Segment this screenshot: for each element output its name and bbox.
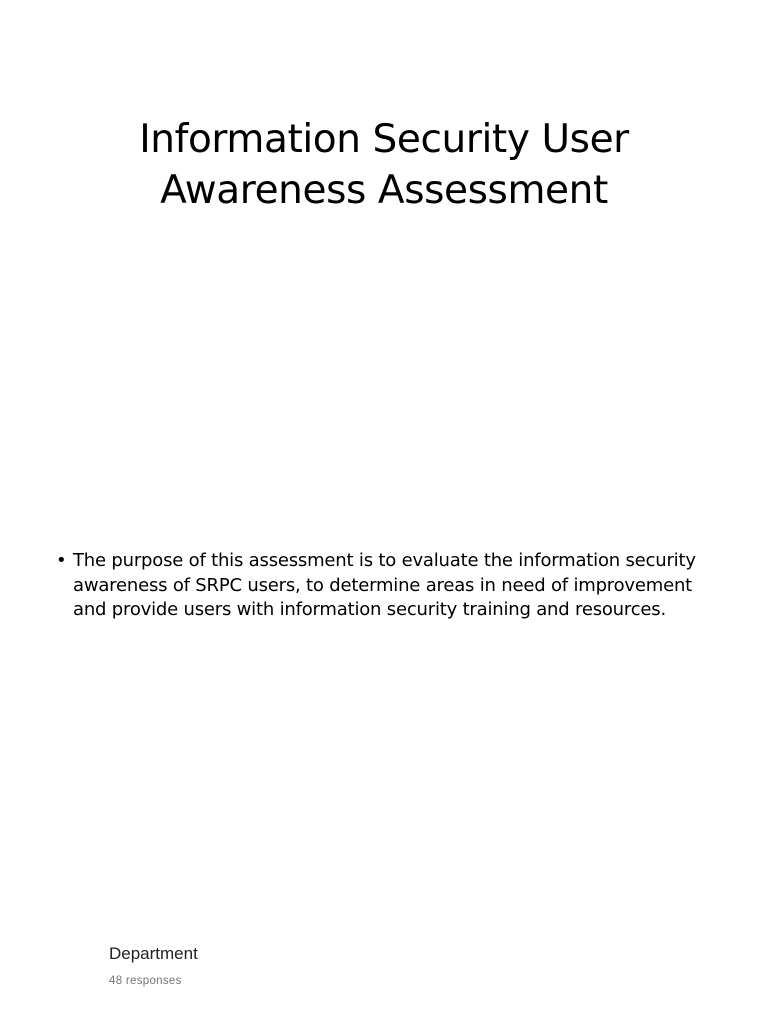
question-title: Department <box>109 944 198 963</box>
slide-title <box>84 114 684 216</box>
bullet-icon: • <box>56 550 67 571</box>
bullet-item-purpose <box>56 549 736 623</box>
bullet-text-line-2: awareness of SRPC users, to determine areas in need of improvement <box>73 574 693 596</box>
form-summary-section <box>109 942 509 989</box>
bullet-text-line-3: and provide users with information security training and resources. <box>73 599 666 620</box>
slide-title-line-1: Information Security User <box>139 117 629 162</box>
response-count: 48 responses <box>109 975 182 987</box>
slide-title-line-2: Awareness Assessment <box>160 168 608 213</box>
bullet-list <box>56 549 736 623</box>
bullet-text-line-1: The purpose of this assessment is to evaluate the information security <box>73 550 696 571</box>
